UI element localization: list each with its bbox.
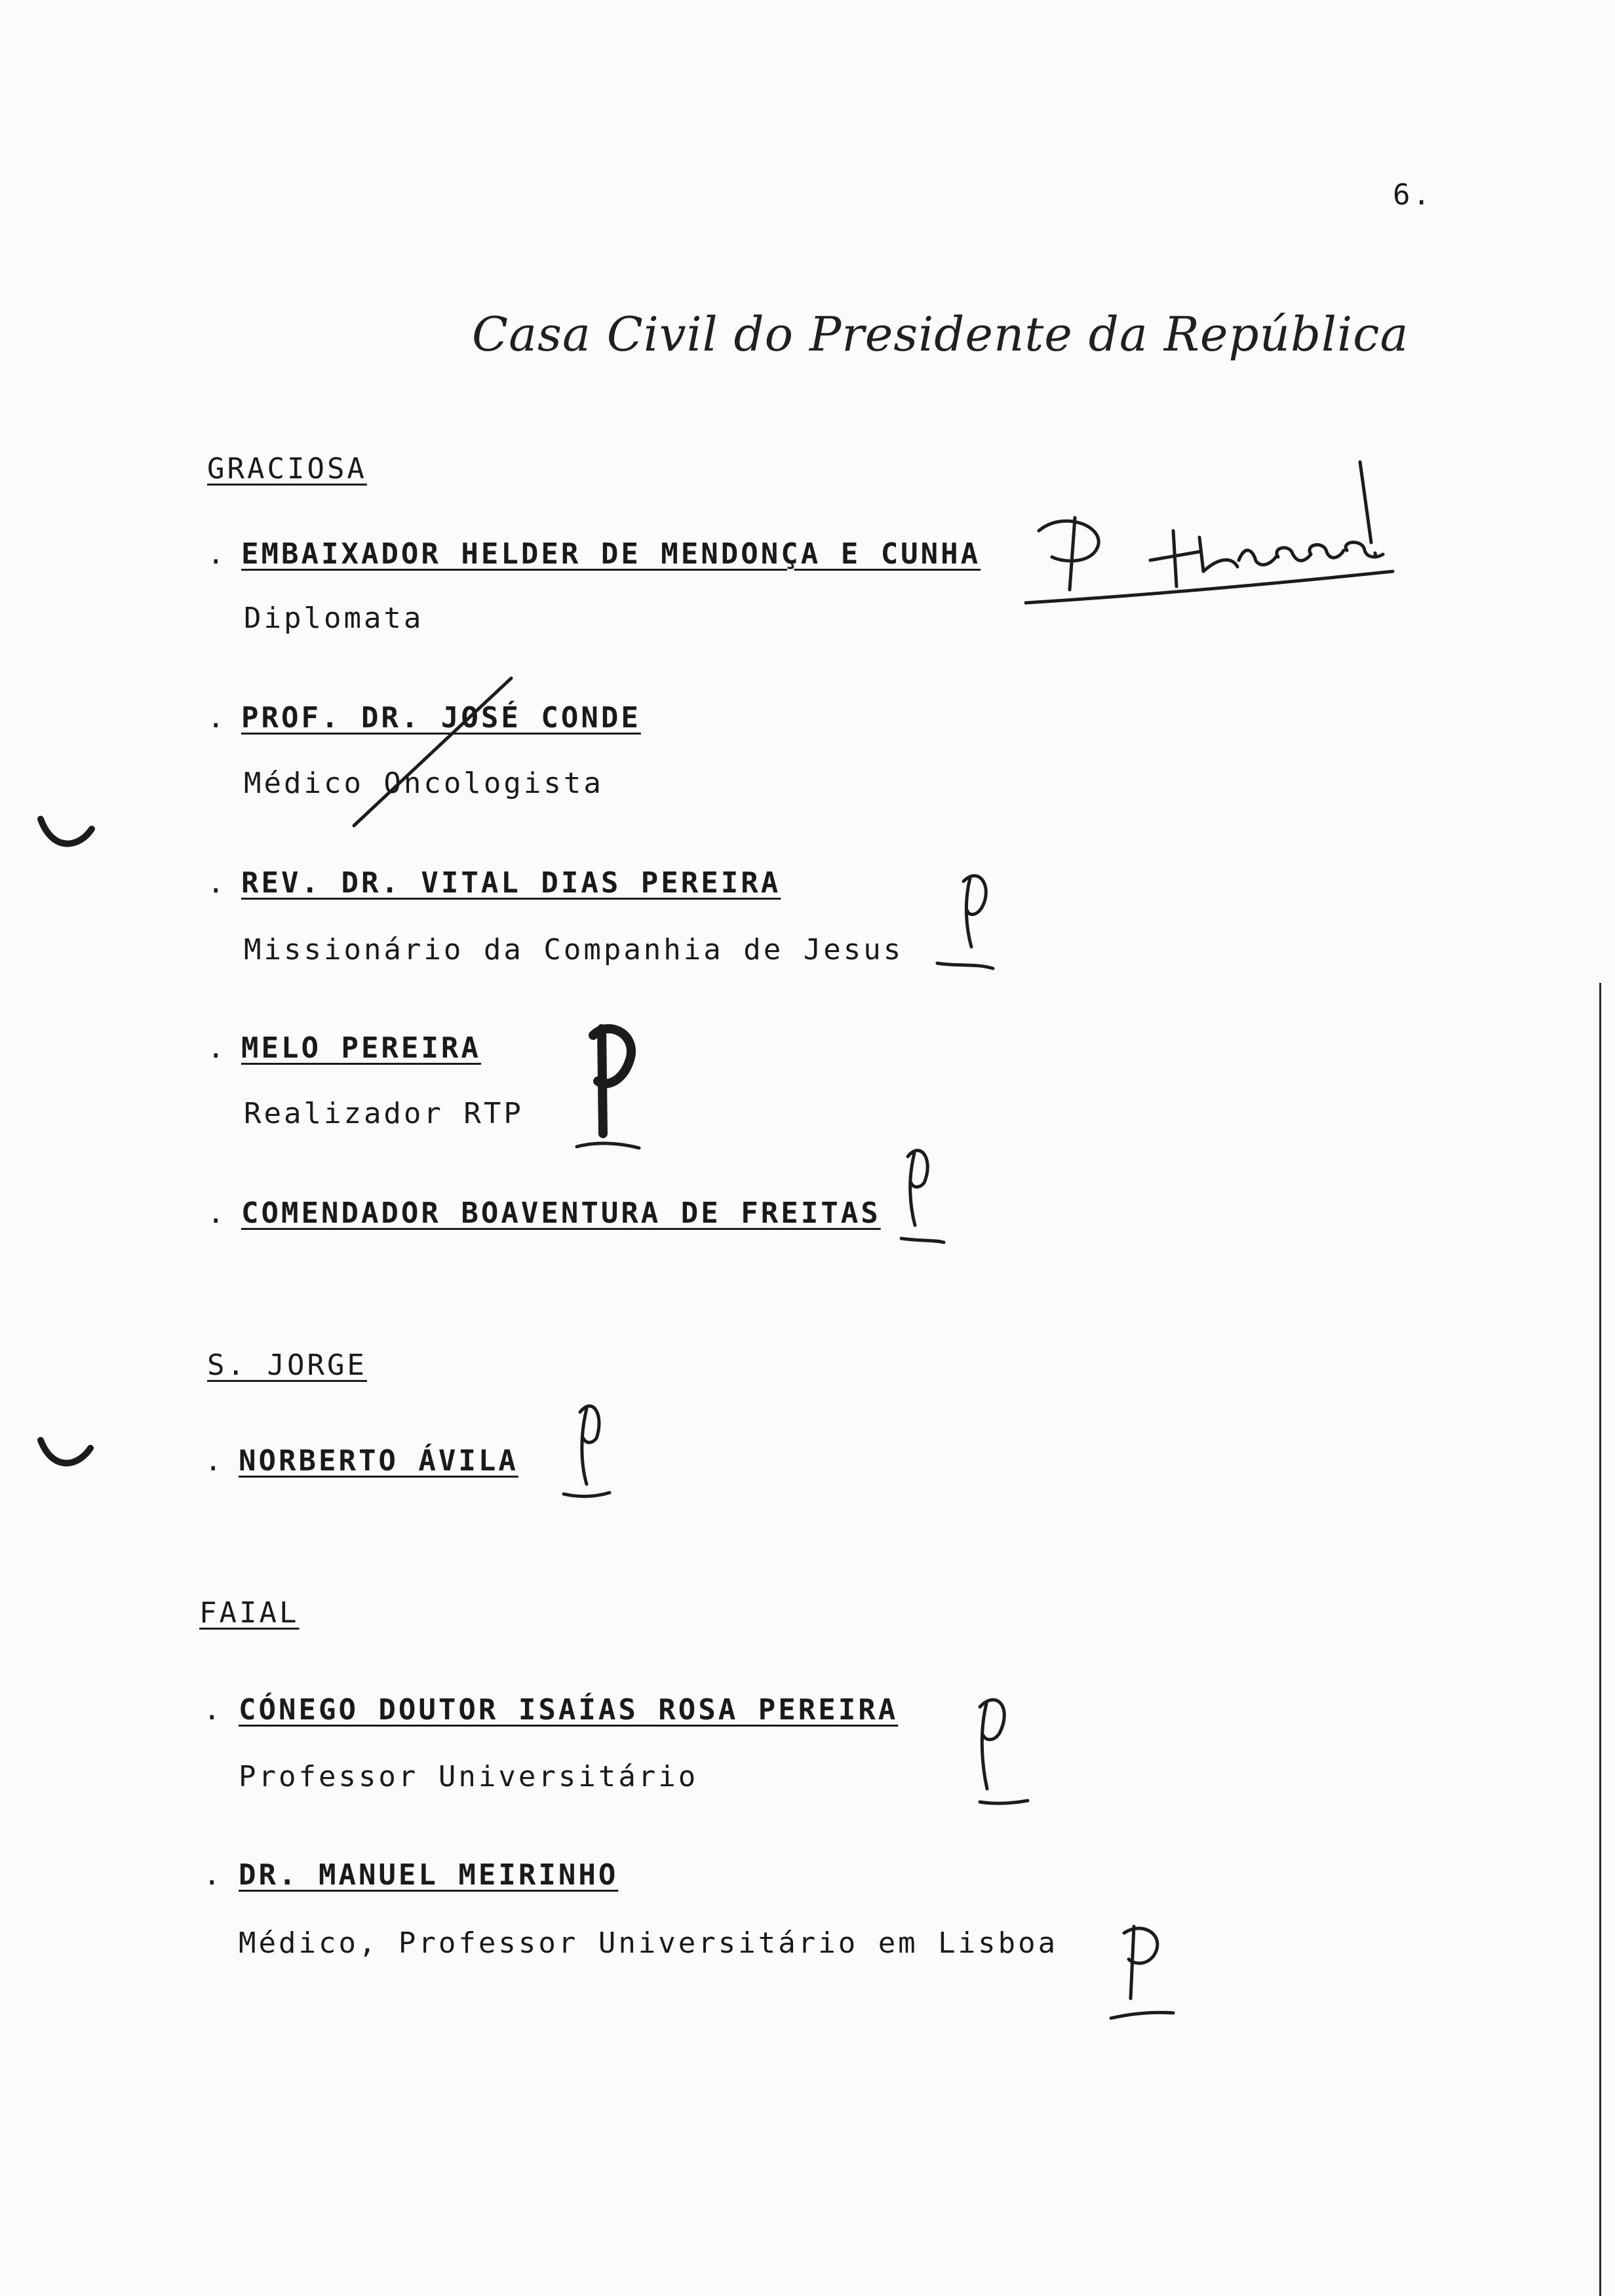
entry-name: NORBERTO ÁVILA <box>239 1444 518 1478</box>
margin-check-mark <box>41 819 92 844</box>
handwritten-p-mark <box>901 1151 944 1242</box>
entry-role: Diplomata <box>244 602 424 635</box>
entry-name: DR. MANUEL MEIRINHO <box>239 1858 619 1892</box>
page-number: 6. <box>1393 178 1433 212</box>
entry-bullet: . <box>204 1444 225 1478</box>
entry-name: REV. DR. VITAL DIAS PEREIRA <box>241 866 781 900</box>
handwritten-p-mark <box>564 1406 610 1497</box>
scan-edge-line <box>1599 983 1601 2296</box>
entry-name: CÓNEGO DOUTOR ISAÍAS ROSA PEREIRA <box>239 1693 899 1727</box>
letterhead: Casa Civil do Presidente da República <box>472 307 1409 362</box>
entry-name: COMENDADOR BOAVENTURA DE FREITAS <box>241 1196 881 1230</box>
section-heading-graciosa: GRACIOSA <box>207 452 367 486</box>
section-heading-faial: FAIAL <box>199 1596 300 1630</box>
entry-role: Professor Universitário <box>239 1760 699 1793</box>
handwritten-strike-jose <box>354 678 511 826</box>
entry-role: Médico, Professor Universitário em Lisboa <box>239 1926 1059 1960</box>
entry-role: Médico Oncologista <box>244 767 604 800</box>
handwritten-p-mark <box>980 1700 1028 1803</box>
handwritten-p-mark <box>577 1029 639 1148</box>
handwritten-p-mark <box>937 875 993 968</box>
entry-bullet: . <box>207 1196 227 1230</box>
entry-bullet: . <box>207 537 227 571</box>
handwritten-p-mark <box>1111 1926 1173 2018</box>
handwritten-note-p-plus-graciosa <box>1026 462 1393 603</box>
entry-name: PROF. DR. JOSÉ CONDE <box>241 701 641 735</box>
section-heading-s-jorge: S. JORGE <box>207 1349 367 1382</box>
entry-bullet: . <box>203 1858 224 1892</box>
entry-bullet: . <box>207 701 227 735</box>
entry-role: Missionário da Companhia de Jesus <box>244 933 904 966</box>
entry-bullet: . <box>207 866 227 900</box>
margin-check-mark <box>41 1440 90 1463</box>
entry-name: EMBAIXADOR HELDER DE MENDONÇA E CUNHA <box>241 537 981 571</box>
entry-bullet: . <box>207 1031 227 1065</box>
entry-name: MELO PEREIRA <box>241 1031 481 1065</box>
entry-bullet: . <box>203 1693 224 1727</box>
entry-role: Realizador RTP <box>244 1097 524 1130</box>
